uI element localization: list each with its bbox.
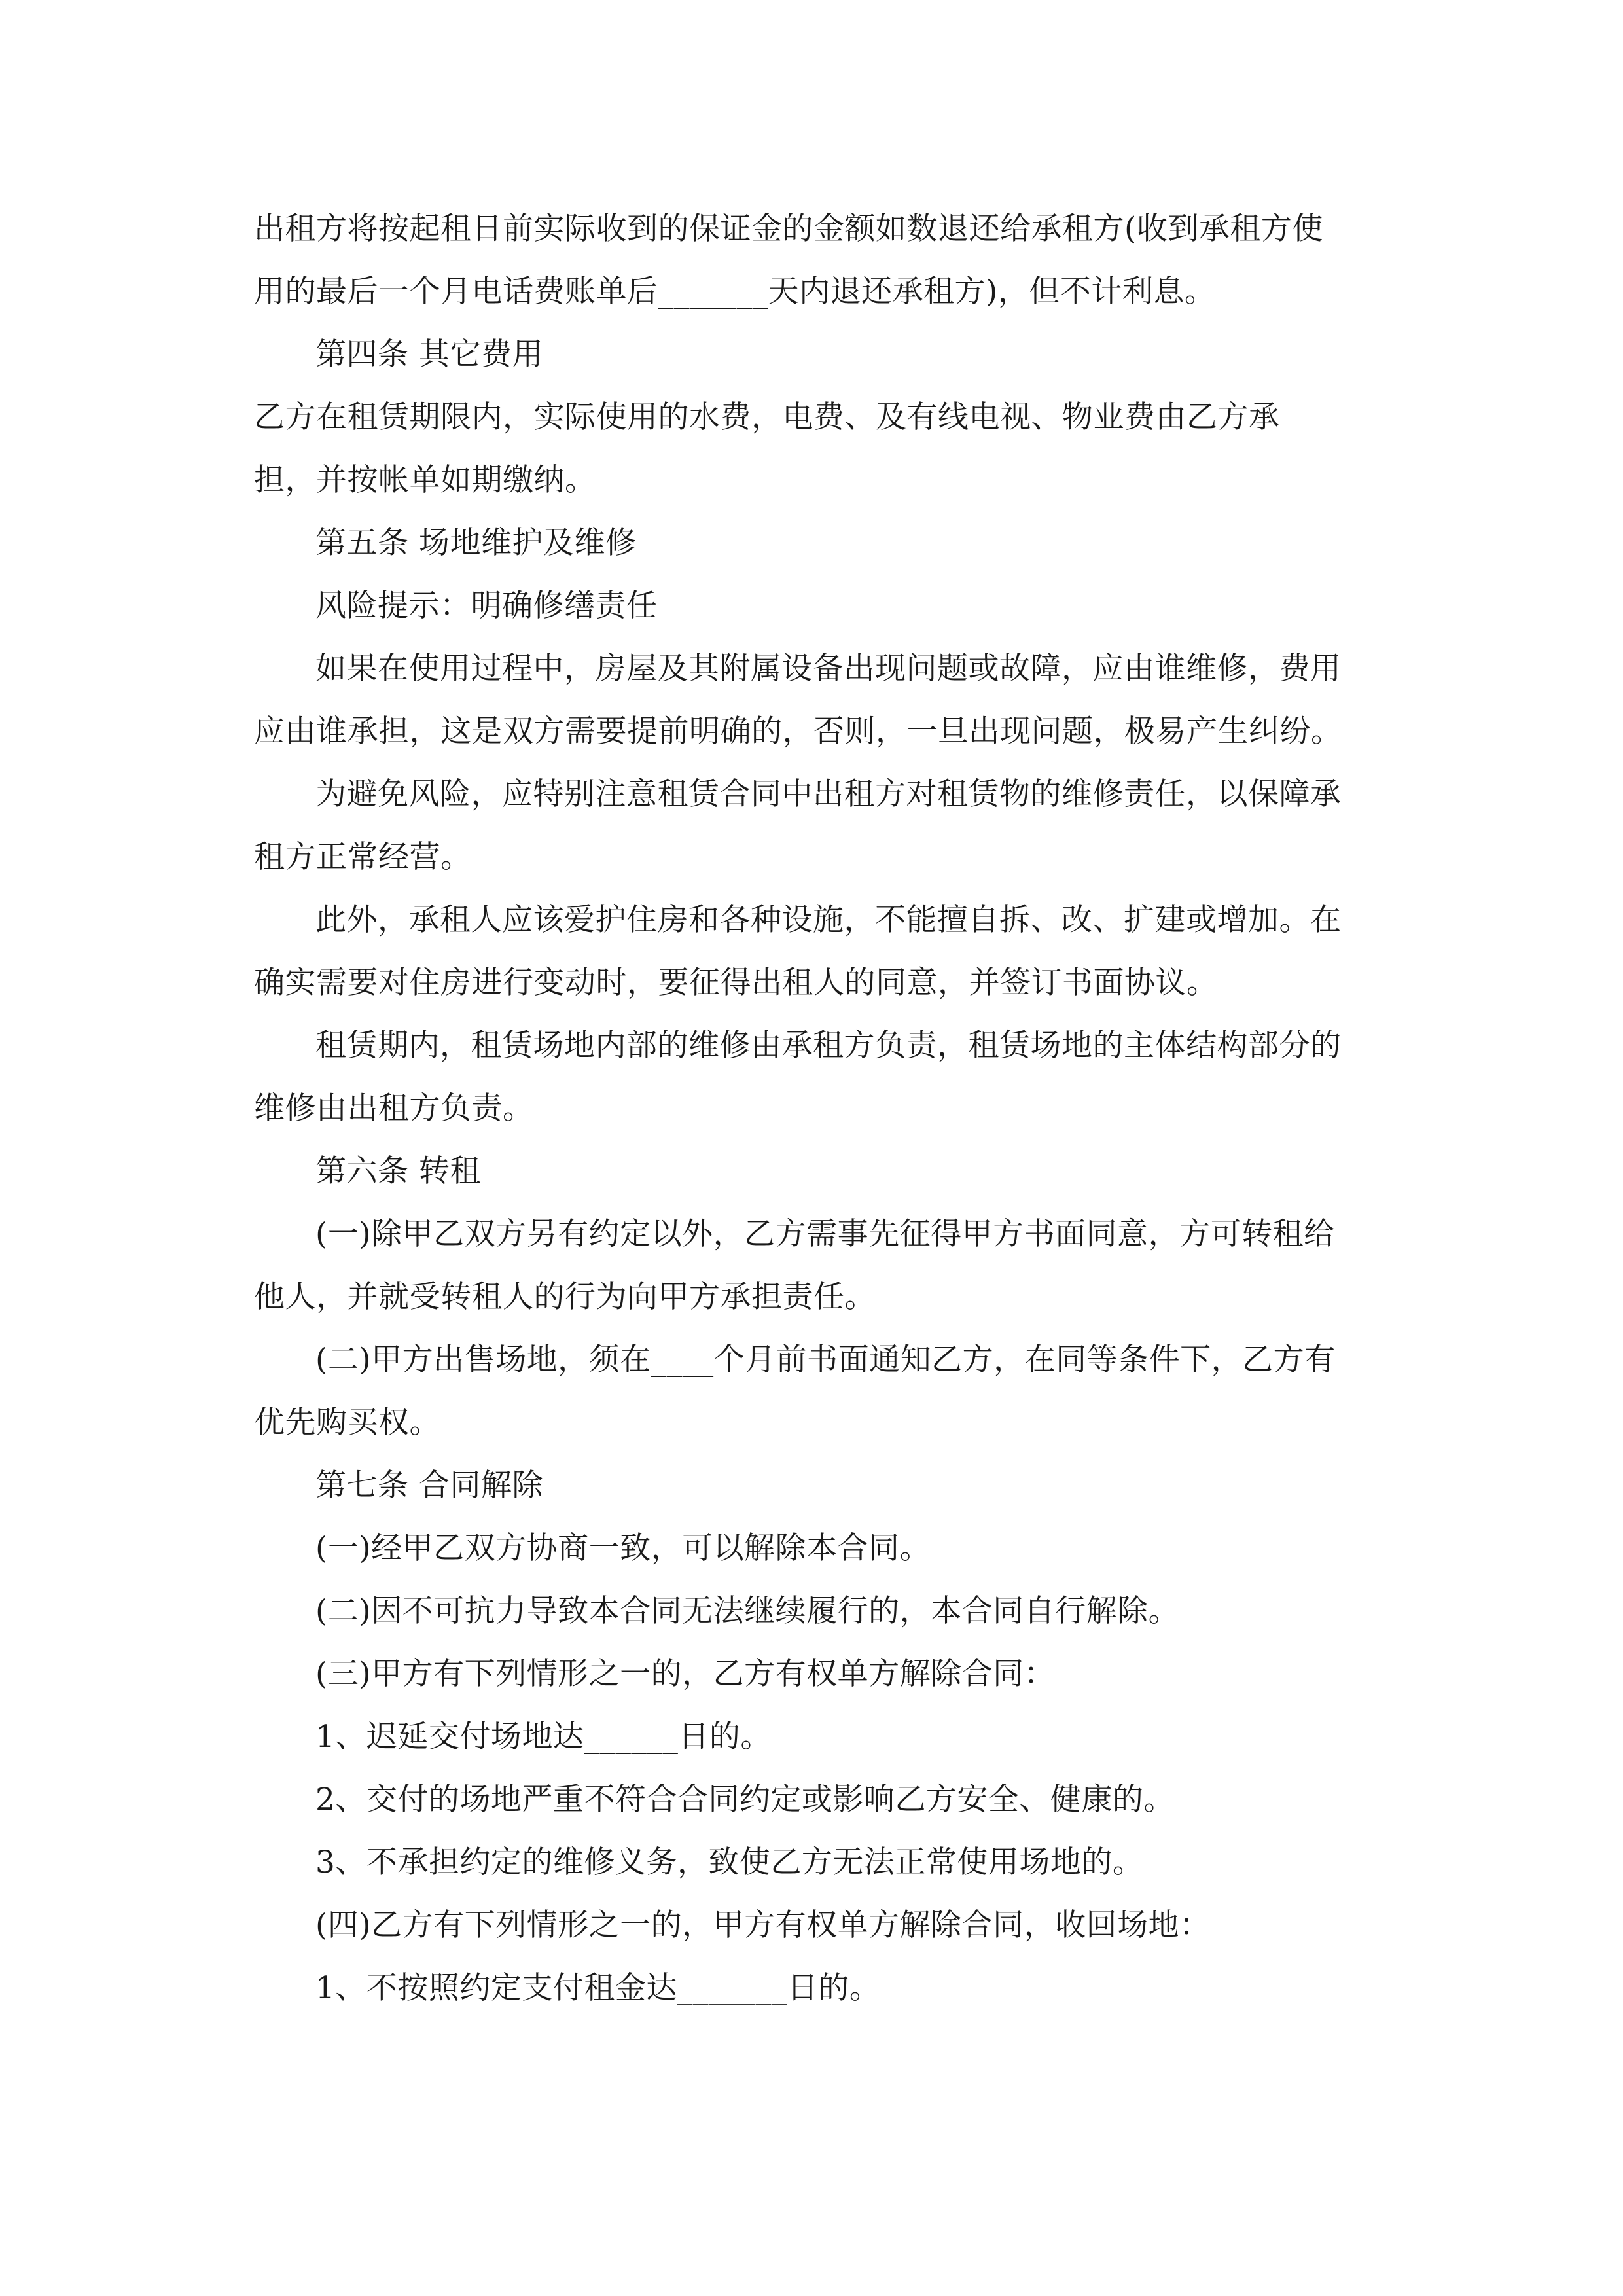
text-line: 维修由出租方负责。 bbox=[254, 1090, 534, 1126]
text-line: 他人，并就受转租人的行为向甲方承担责任。 bbox=[254, 1279, 876, 1315]
text-line: (二)因不可抗力导致本合同无法继续履行的，本合同自行解除。 bbox=[315, 1593, 1180, 1629]
text-line: (三)甲方有下列情形之一的，乙方有权单方解除合同： bbox=[315, 1656, 1056, 1692]
list-item: 2、交付的场地严重不符合合同约定或影响乙方安全、健康的。 bbox=[315, 1782, 1175, 1818]
text-line: 出租方将按起租日前实际收到的保证金的金额如数退还给承租方(收到承租方使 bbox=[254, 211, 1323, 247]
text-line: (一)经甲乙双方协商一致，可以解除本合同。 bbox=[315, 1530, 931, 1566]
section-heading: 第五条 场地维护及维修 bbox=[315, 525, 637, 561]
text-line: 确实需要对住房进行变动时，要征得出租人的同意，并签订书面协议。 bbox=[254, 965, 1218, 1001]
text-line: (四)乙方有下列情形之一的，甲方有权单方解除合同，收回场地： bbox=[315, 1907, 1211, 1943]
text-line: 租方正常经营。 bbox=[254, 839, 472, 875]
list-item: 1、迟延交付场地达______日的。 bbox=[315, 1719, 772, 1755]
text-line: 乙方在租赁期限内，实际使用的水费，电费、及有线电视、物业费由乙方承 bbox=[254, 399, 1280, 435]
section-heading: 第六条 转租 bbox=[315, 1153, 481, 1189]
text-line: (一)除甲乙双方另有约定以外，乙方需事先征得甲方书面同意，方可转租给 bbox=[315, 1216, 1335, 1252]
text-line: 用的最后一个月电话费账单后_______天内退还承租方)，但不计利息。 bbox=[254, 274, 1216, 310]
text-line: 此外，承租人应该爱护住房和各种设施，不能擅自拆、改、扩建或增加。在 bbox=[315, 902, 1342, 938]
text-line: 如果在使用过程中，房屋及其附属设备出现问题或故障，应由谁维修，费用 bbox=[315, 651, 1342, 687]
text-line: 租赁期内，租赁场地内部的维修由承租方负责，租赁场地的主体结构部分的 bbox=[315, 1028, 1342, 1064]
text-line: (二)甲方出售场地，须在____个月前书面通知乙方，在同等条件下，乙方有 bbox=[315, 1342, 1336, 1378]
text-line: 优先购买权。 bbox=[254, 1405, 440, 1441]
text-line: 应由谁承担，这是双方需要提前明确的，否则，一旦出现问题，极易产生纠纷。 bbox=[254, 713, 1342, 749]
section-heading: 第七条 合同解除 bbox=[315, 1467, 543, 1503]
list-item: 1、不按照约定支付租金达_______日的。 bbox=[315, 1970, 881, 2006]
section-heading: 第四条 其它费用 bbox=[315, 336, 543, 372]
risk-note: 风险提示：明确修缮责任 bbox=[315, 588, 658, 624]
text-line: 担，并按帐单如期缴纳。 bbox=[254, 462, 596, 498]
list-item: 3、不承担约定的维修义务，致使乙方无法正常使用场地的。 bbox=[315, 1844, 1144, 1880]
text-line: 为避免风险，应特别注意租赁合同中出租方对租赁物的维修责任，以保障承 bbox=[315, 776, 1342, 812]
